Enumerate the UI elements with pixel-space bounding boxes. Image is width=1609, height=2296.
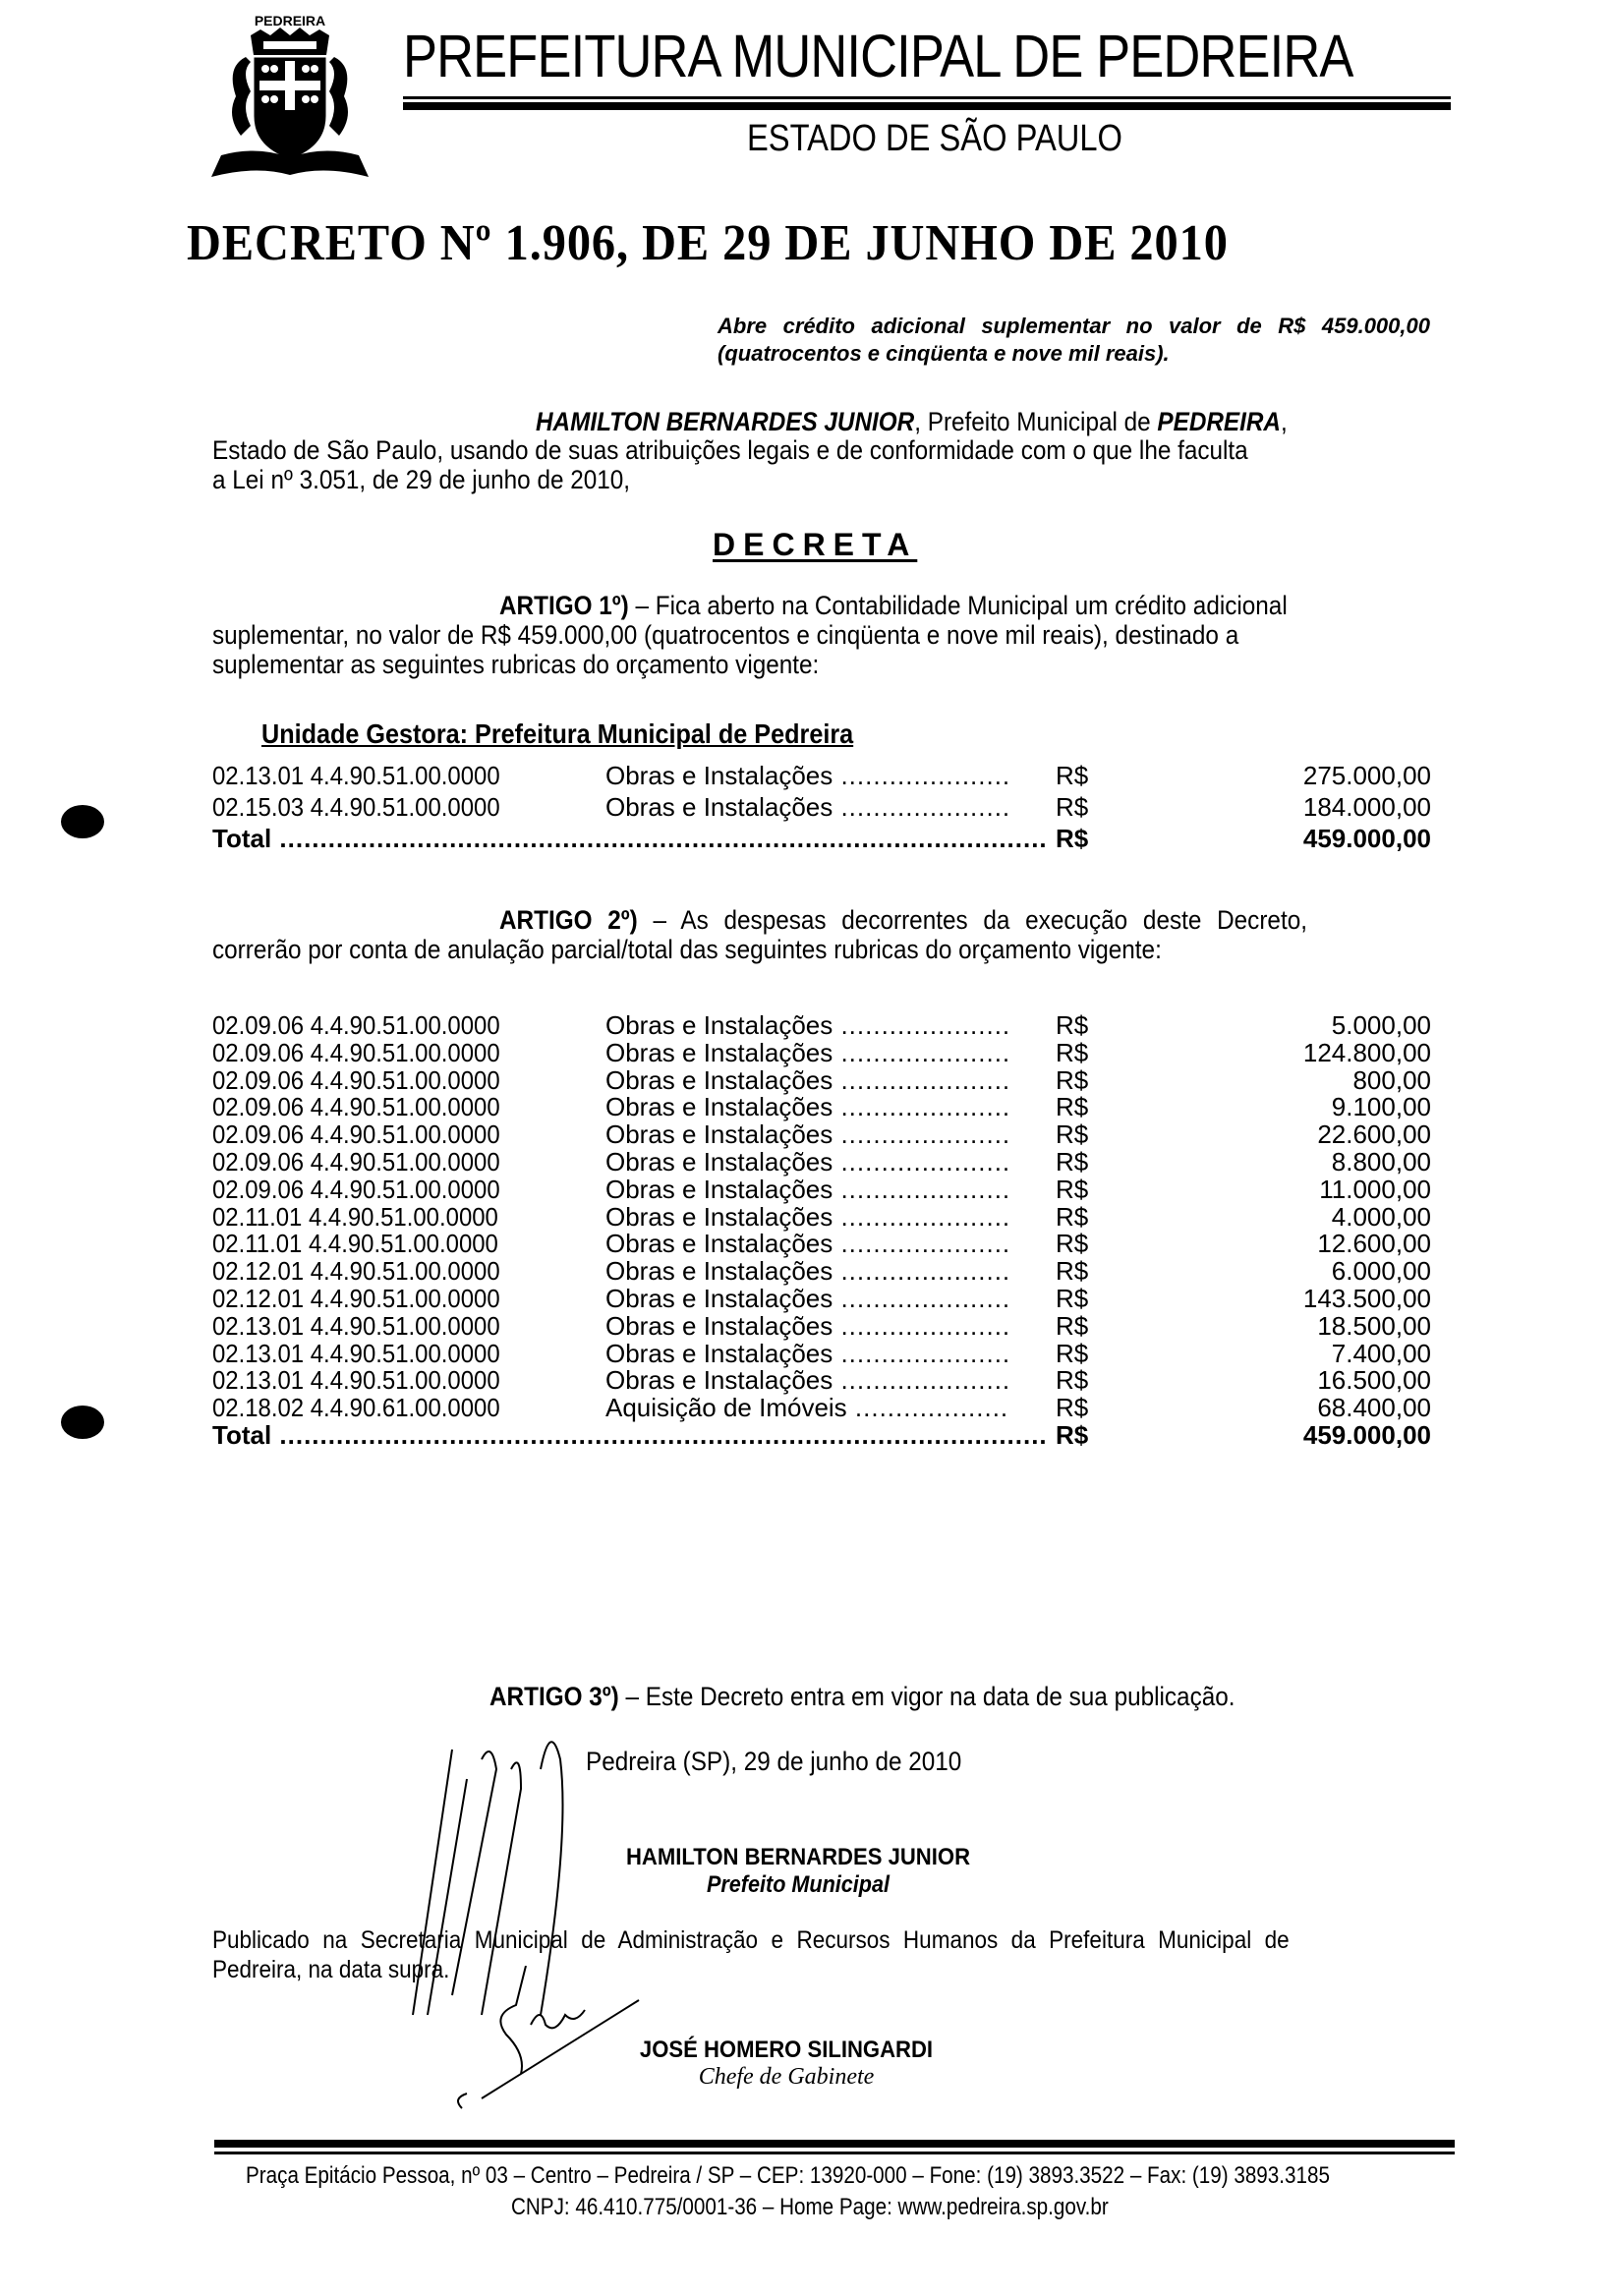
table-total-row	[212, 824, 1431, 853]
rubrica-description: Aquisição de Imóveis .....	[605, 1393, 1008, 1423]
header-divider	[403, 102, 1451, 110]
rubrica-code: 02.12.01 4.4.90.51.00.0000	[212, 1284, 500, 1313]
signature-block-chief	[619, 2037, 953, 2091]
footer-address: Praça Epitácio Pessoa, nº 03 – Centro – Pedreira / SP – CEP: 13920-000 – Fone: (19) 3893.3522 – Fax: (19) 3893.3185	[246, 2162, 1330, 2189]
amount: 4.000,00	[1331, 1201, 1431, 1232]
rubrica-code: 02.09.06 4.4.90.51.00.0000	[212, 1092, 500, 1122]
mayor-name: HAMILTON BERNARDES JUNIOR	[536, 407, 915, 436]
publication-line-1: Publicado na Secretaria Municipal de Administração e Recursos Humanos da Prefeitura Municipal de	[212, 1926, 1290, 1954]
rubrica-description: Obras e Instalações .....	[605, 1365, 1008, 1396]
amount: 184.000,00	[1302, 792, 1431, 822]
publication-line-2: Pedreira, na data supra.	[212, 1956, 450, 1983]
table-row	[212, 1038, 1431, 1067]
currency: R$	[1056, 761, 1089, 790]
signatory-name: JOSÉ HOMERO SILINGARDI	[639, 2037, 934, 2063]
rubrica-code: 02.11.01 4.4.90.51.00.0000	[212, 1201, 498, 1232]
currency: R$	[1056, 1119, 1089, 1150]
rubrica-description: Obras e Instalações .....	[605, 1065, 1008, 1096]
amount: 7.400,00	[1331, 1338, 1431, 1368]
rubrica-description: Obras e Instalações .....	[605, 792, 1008, 823]
rubrica-code: 02.13.01 4.4.90.51.00.0000	[212, 1365, 500, 1396]
artigo3-label: ARTIGO 3º)	[489, 1682, 619, 1711]
artigo1-line-2: suplementar, no valor de R$ 459.000,00 (quatrocentos e cinqüenta e nove mil reais), destinado a	[212, 620, 1239, 650]
rubrica-description: Obras e Instalações .....	[605, 1092, 1008, 1122]
rubrica-code: 02.15.03 4.4.90.51.00.0000	[212, 792, 500, 822]
currency: R$	[1056, 1310, 1089, 1341]
preamble-line-1: HAMILTON BERNARDES JUNIOR, Prefeito Municipal de PEDREIRA,	[536, 407, 1288, 436]
rubrica-code: 02.12.01 4.4.90.51.00.0000	[212, 1256, 500, 1287]
currency: R$	[1056, 1393, 1089, 1423]
currency: R$	[1056, 1064, 1089, 1095]
rubrica-code: 02.11.01 4.4.90.51.00.0000	[212, 1229, 498, 1259]
artigo2-line-2: correrão por conta de anulação parcial/total das seguintes rubricas do orçamento vigente:	[212, 935, 1162, 964]
rubrica-description: Obras e Instalações .....	[605, 1311, 1008, 1342]
table-row	[212, 1393, 1431, 1422]
total-amount: 459.000,00	[1302, 1420, 1431, 1450]
rubrica-code: 02.09.06 4.4.90.51.00.0000	[212, 1010, 500, 1040]
table-row	[212, 1092, 1431, 1121]
rubrica-code: 02.09.06 4.4.90.51.00.0000	[212, 1119, 500, 1150]
amount: 6.000,00	[1331, 1256, 1431, 1287]
amount: 9.100,00	[1331, 1092, 1431, 1122]
rubrica-code: 02.09.06 4.4.90.51.00.0000	[212, 1037, 500, 1067]
amount: 16.500,00	[1317, 1365, 1431, 1396]
signatory-role: Prefeito Municipal	[706, 1871, 891, 1898]
rubrica-description: Obras e Instalações .....	[605, 1038, 1008, 1068]
currency: R$	[1056, 1147, 1089, 1177]
table-row	[212, 761, 1431, 790]
rubrica-description: Obras e Instalações .....	[605, 1010, 1008, 1041]
table-row	[212, 1365, 1431, 1395]
footer-divider	[214, 2140, 1455, 2148]
currency: R$	[1056, 1092, 1089, 1122]
artigo1-line-3: suplementar as seguintes rubricas do orçamento vigente:	[212, 650, 820, 679]
currency: R$	[1056, 1365, 1089, 1396]
rubrica-code: 02.09.06 4.4.90.51.00.0000	[212, 1174, 500, 1204]
coat-of-arms-logo	[197, 8, 383, 185]
footer-divider	[214, 2152, 1455, 2154]
amount: 800,00	[1352, 1064, 1431, 1095]
rubrica-description: Obras e Instalações .....	[605, 1229, 1008, 1259]
table-row	[212, 1175, 1431, 1204]
currency: R$	[1056, 1010, 1089, 1040]
rubrica-description: Obras e Instalações .....	[605, 1175, 1008, 1205]
currency: R$	[1056, 1229, 1089, 1259]
currency: R$	[1056, 824, 1089, 853]
unidade-gestora-heading: Unidade Gestora: Prefeitura Municipal de Pedreira	[261, 718, 854, 749]
rubrica-code: 02.13.01 4.4.90.51.00.0000	[212, 1338, 500, 1368]
table-row	[212, 1339, 1431, 1368]
total-label: Total .....	[212, 824, 1048, 854]
rubrica-description: Obras e Instalações .....	[605, 1256, 1008, 1287]
place-date: Pedreira (SP), 29 de junho de 2010	[586, 1747, 962, 1776]
rubrica-description: Obras e Instalações .....	[605, 1339, 1008, 1369]
currency: R$	[1056, 1284, 1089, 1313]
preamble-line-2: Estado de São Paulo, usando de suas atribuições legais e de conformidade com o que lhe faculta	[212, 435, 1248, 465]
currency: R$	[1056, 792, 1089, 822]
rubrica-description: Obras e Instalações .....	[605, 1284, 1008, 1314]
amount: 8.800,00	[1331, 1147, 1431, 1177]
artigo1-line-1: ARTIGO 1º) – Fica aberto na Contabilidade Municipal um crédito adicional	[499, 591, 1288, 620]
rubrica-description: Obras e Instalações .....	[605, 1202, 1008, 1233]
header-divider	[403, 96, 1451, 99]
artigo2-line-1: ARTIGO 2º) – As despesas decorrentes da execução deste Decreto,	[499, 905, 1307, 935]
amount: 143.500,00	[1302, 1284, 1431, 1313]
signature-block-mayor	[602, 1844, 995, 1899]
signatory-name: HAMILTON BERNARDES JUNIOR	[625, 1844, 971, 1870]
currency: R$	[1056, 1338, 1089, 1368]
table-row	[212, 1010, 1431, 1040]
preamble-line-3: a Lei nº 3.051, de 29 de junho de 2010,	[212, 465, 631, 494]
org-subtitle: ESTADO DE SÃO PAULO	[747, 118, 1122, 159]
logo-caption: PEDREIRA	[254, 13, 326, 29]
table-row	[212, 1147, 1431, 1177]
table-total-row	[212, 1420, 1431, 1450]
artigo1-label: ARTIGO 1º)	[499, 591, 629, 620]
decree-ementa: Abre crédito adicional suplementar no valor de R$ 459.000,00 (quatrocentos e cinqüenta e nove mil reais).	[718, 314, 1430, 366]
table-row	[212, 792, 1431, 822]
artigo2-label: ARTIGO 2º)	[499, 905, 638, 935]
amount: 5.000,00	[1331, 1010, 1431, 1040]
footer-contact: CNPJ: 46.410.775/0001-36 – Home Page: www.pedreira.sp.gov.br	[511, 2194, 1109, 2220]
punch-hole	[61, 1406, 104, 1439]
rubrica-code: 02.18.02 4.4.90.61.00.0000	[212, 1393, 500, 1423]
table-row	[212, 1065, 1431, 1095]
table-row	[212, 1311, 1431, 1341]
currency: R$	[1056, 1256, 1089, 1287]
amount: 11.000,00	[1319, 1174, 1431, 1204]
rubrica-code: 02.09.06 4.4.90.51.00.0000	[212, 1064, 500, 1095]
signatory-role: Chefe de Gabinete	[698, 2064, 875, 2090]
total-label: Total .....	[212, 1420, 1048, 1451]
table-row	[212, 1284, 1431, 1313]
city-name: PEDREIRA	[1157, 407, 1281, 436]
rubrica-code: 02.09.06 4.4.90.51.00.0000	[212, 1147, 500, 1177]
table-row	[212, 1119, 1431, 1149]
org-title: PREFEITURA MUNICIPAL DE PEDREIRA	[403, 23, 1353, 89]
table-row	[212, 1256, 1431, 1286]
table-row	[212, 1229, 1431, 1258]
artigo3-line: ARTIGO 3º) – Este Decreto entra em vigor na data de sua publicação.	[489, 1682, 1235, 1711]
total-amount: 459.000,00	[1302, 824, 1431, 853]
rubrica-code: 02.13.01 4.4.90.51.00.0000	[212, 1310, 500, 1341]
amount: 18.500,00	[1317, 1310, 1431, 1341]
amount: 124.800,00	[1302, 1037, 1431, 1067]
decree-title: DECRETO Nº 1.906, DE 29 DE JUNHO DE 2010	[187, 215, 1229, 271]
amount: 12.600,00	[1317, 1229, 1431, 1259]
punch-hole	[61, 805, 104, 838]
rubrica-description: Obras e Instalações .....	[605, 1119, 1008, 1150]
rubrica-description: Obras e Instalações .....	[605, 761, 1008, 791]
amount: 22.600,00	[1317, 1119, 1431, 1150]
rubrica-description: Obras e Instalações .....	[605, 1147, 1008, 1177]
amount: 68.400,00	[1317, 1393, 1431, 1423]
decreta-heading: DECRETA	[713, 527, 918, 562]
amount: 275.000,00	[1302, 761, 1431, 790]
currency: R$	[1056, 1037, 1089, 1067]
currency: R$	[1056, 1201, 1089, 1232]
table-row	[212, 1202, 1431, 1232]
currency: R$	[1056, 1174, 1089, 1204]
currency: R$	[1056, 1420, 1089, 1450]
rubrica-code: 02.13.01 4.4.90.51.00.0000	[212, 761, 500, 790]
